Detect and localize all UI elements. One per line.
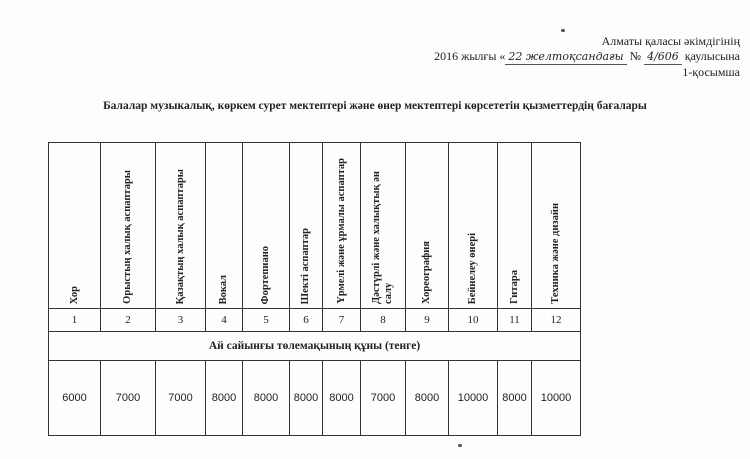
price-cell: 8000 [323,361,361,436]
column-number-row [49,309,581,332]
column-header [101,143,156,309]
column-header-label: Вокал [218,274,229,304]
handwritten-number: 4/606 [644,49,682,65]
price-cell: 6000 [49,361,101,436]
price-cell: 8000 [406,361,449,436]
document-header [434,34,740,80]
column-header-row [49,143,581,309]
price-cell: 10000 [449,361,498,436]
column-header [532,143,581,309]
price-cell: 8000 [243,361,290,436]
column-header [361,143,406,309]
column-number: 6 [290,309,323,332]
column-number: 8 [361,309,406,332]
column-header-label: Техника және дизайн [550,203,561,304]
column-number: 4 [206,309,243,332]
column-number: 9 [406,309,449,332]
column-header [290,143,323,309]
scan-speck [458,444,462,447]
column-header [49,143,101,309]
column-header-label: Үрмелі және ұрмалы аспаптар [335,158,347,304]
column-number: 10 [449,309,498,332]
column-header [498,143,532,309]
tariff-table [48,142,581,436]
document-title: Балалар музыкалық, көркем сурет мектептері және өнер мектептері көрсететін қызметтердің бағалары [103,100,647,112]
handwritten-date: 22 желтоқсандағы [505,49,626,65]
column-number: 5 [243,309,290,332]
price-row [49,361,581,436]
header-line-1: Алматы қаласы әкімдігінің [601,34,740,48]
header-line-2-prefix: 2016 жылғы « [434,49,506,63]
price-cell: 7000 [156,361,206,436]
column-header [406,143,449,309]
column-header-label: Хореография [421,240,432,304]
column-header [449,143,498,309]
column-header-label: Шекті аспаптар [300,227,311,304]
column-header [156,143,206,309]
period-row [49,332,581,361]
scan-speck [561,29,565,32]
period-label: Ай сайынғы төлемақының құны (тенге) [49,332,581,361]
column-header [323,143,361,309]
price-cell: 8000 [498,361,532,436]
column-header-label: Қазақтың халық аспаптары [174,168,186,304]
column-header-label: Дәстүрлі және халықтық ән салу [371,171,394,304]
price-cell: 8000 [290,361,323,436]
price-cell: 7000 [101,361,156,436]
price-cell: 7000 [361,361,406,436]
column-number: 12 [532,309,581,332]
column-number: 1 [49,309,101,332]
column-header-label: Фортепиано [260,245,271,304]
header-line-2-suffix: қаулысына [681,49,740,63]
column-number: 3 [156,309,206,332]
column-number: 7 [323,309,361,332]
price-cell: 8000 [206,361,243,436]
header-line-2 [434,49,740,65]
header-line-3: 1-қосымша [682,65,740,79]
column-header-label: Орыстың халық аспаптары [122,170,133,304]
column-header-label: Бейнелеу өнері [467,232,478,304]
column-header [206,143,243,309]
column-number: 11 [498,309,532,332]
header-line-2-mid: № [626,49,645,63]
price-cell: 10000 [532,361,581,436]
column-header-label: Гитара [508,270,520,304]
column-header-label: Хор [68,285,80,304]
column-number: 2 [101,309,156,332]
column-header [243,143,290,309]
